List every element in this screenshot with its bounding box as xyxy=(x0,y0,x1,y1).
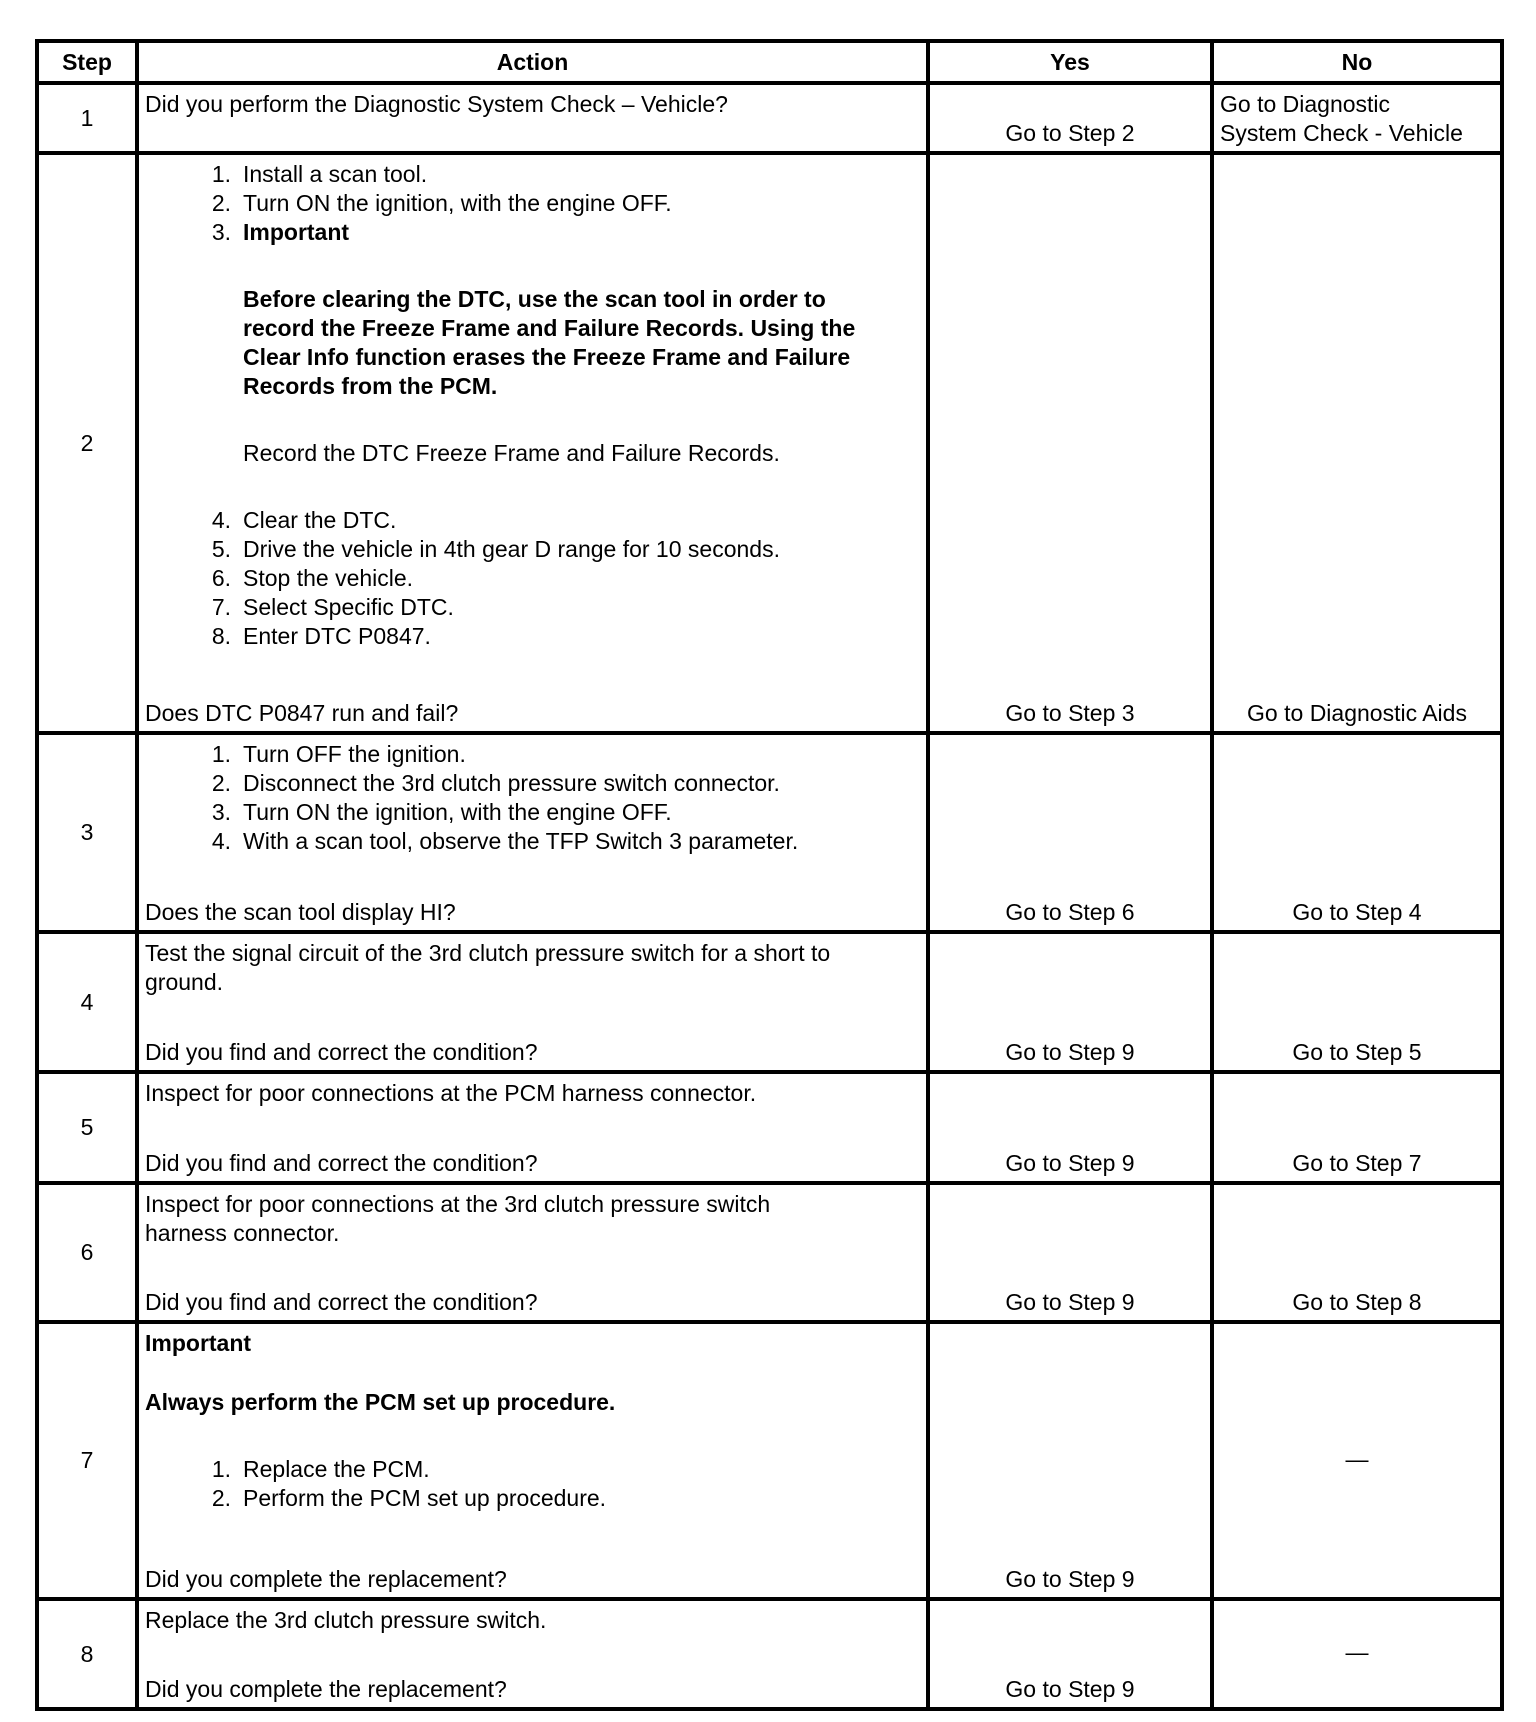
important-note-line: Records from the PCM. xyxy=(243,373,498,399)
question-text: Did you complete the replacement? xyxy=(145,1676,507,1702)
step-number: 8 xyxy=(37,1599,137,1709)
step-number: 5 xyxy=(37,1072,137,1183)
table-row xyxy=(37,932,1502,1072)
action-cell xyxy=(137,1072,928,1183)
list-item: 1. Replace the PCM. xyxy=(211,1456,430,1482)
header-row xyxy=(37,41,1502,83)
diagnostic-table-container xyxy=(35,39,1500,1707)
action-cell xyxy=(137,1599,928,1709)
no-cell: Go to Step 4 xyxy=(1212,733,1502,932)
action-cell xyxy=(137,153,928,733)
action-cell xyxy=(137,932,928,1072)
no-cell: Go to Step 8 xyxy=(1212,1183,1502,1322)
list-item: 1. Install a scan tool. xyxy=(211,161,428,187)
yes-cell: Go to Step 9 xyxy=(928,1183,1212,1322)
record-instruction: Record the DTC Freeze Frame and Failure Records. xyxy=(243,440,780,466)
important-note: Always perform the PCM set up procedure. xyxy=(145,1389,616,1415)
list-item: 4. Clear the DTC. xyxy=(211,507,397,533)
no-line: Go to Diagnostic xyxy=(1220,91,1391,117)
header-no: No xyxy=(1212,41,1502,83)
action-text: harness connector. xyxy=(145,1220,340,1246)
step-number: 6 xyxy=(37,1183,137,1322)
action-text: Replace the 3rd clutch pressure switch. xyxy=(145,1607,547,1633)
yes-cell: Go to Step 9 xyxy=(928,932,1212,1072)
list-item: 3. Important xyxy=(211,219,350,245)
action-cell xyxy=(137,83,928,153)
action-cell xyxy=(137,1183,928,1322)
important-note-line: Clear Info function erases the Freeze Frame and Failure xyxy=(243,344,851,370)
table-row xyxy=(37,83,1502,153)
important-note-line: Before clearing the DTC, use the scan tool in order to xyxy=(243,286,826,312)
list-item: 5. Drive the vehicle in 4th gear D range for 10 seconds. xyxy=(211,536,780,562)
question-text: Did you complete the replacement? xyxy=(145,1566,507,1592)
no-cell xyxy=(1212,83,1502,153)
question-text: Did you find and correct the condition? xyxy=(145,1150,538,1176)
step-number: 1 xyxy=(37,83,137,153)
step-number: 4 xyxy=(37,932,137,1072)
list-item: 2. Disconnect the 3rd clutch pressure switch connector. xyxy=(211,770,780,796)
step-number: 3 xyxy=(37,733,137,932)
list-item: 8. Enter DTC P0847. xyxy=(211,623,431,649)
diagnostic-table xyxy=(35,39,1504,1711)
yes-cell: Go to Step 3 xyxy=(928,153,1212,733)
no-cell: Go to Diagnostic Aids xyxy=(1212,153,1502,733)
no-line: System Check - Vehicle xyxy=(1220,120,1463,146)
yes-cell: Go to Step 9 xyxy=(928,1072,1212,1183)
important-heading: Important xyxy=(145,1330,252,1356)
list-item: 2. Turn ON the ignition, with the engine OFF. xyxy=(211,190,672,216)
important-note-line: record the Freeze Frame and Failure Records. Using the xyxy=(243,315,856,341)
yes-cell: Go to Step 9 xyxy=(928,1322,1212,1599)
no-cell: — xyxy=(1212,1322,1502,1599)
question-text: Did you find and correct the condition? xyxy=(145,1289,538,1315)
no-cell: Go to Step 7 xyxy=(1212,1072,1502,1183)
action-text: Inspect for poor connections at the PCM harness connector. xyxy=(145,1080,757,1106)
list-item: 1. Turn OFF the ignition. xyxy=(211,741,466,767)
action-cell xyxy=(137,733,928,932)
action-text: ground. xyxy=(145,969,224,995)
list-item: 3. Turn ON the ignition, with the engine OFF. xyxy=(211,799,672,825)
step-number: 2 xyxy=(37,153,137,733)
list-item: 4. With a scan tool, observe the TFP Switch 3 parameter. xyxy=(211,828,799,854)
header-step: Step xyxy=(37,41,137,83)
header-action: Action xyxy=(137,41,928,83)
action-text: Test the signal circuit of the 3rd clutch pressure switch for a short to xyxy=(145,940,831,966)
table-row xyxy=(37,153,1502,733)
no-cell: — xyxy=(1212,1599,1502,1709)
question-text: Does the scan tool display HI? xyxy=(145,899,456,925)
table-row xyxy=(37,1183,1502,1322)
no-cell: Go to Step 5 xyxy=(1212,932,1502,1072)
list-item: 6. Stop the vehicle. xyxy=(211,565,414,591)
action-text: Inspect for poor connections at the 3rd clutch pressure switch xyxy=(145,1191,771,1217)
step-number: 7 xyxy=(37,1322,137,1599)
action-text: Did you perform the Diagnostic System Check – Vehicle? xyxy=(145,91,728,117)
action-cell xyxy=(137,1322,928,1599)
list-item: 2. Perform the PCM set up procedure. xyxy=(211,1485,607,1511)
list-item: 7. Select Specific DTC. xyxy=(211,594,454,620)
table-row xyxy=(37,1599,1502,1709)
yes-cell: Go to Step 6 xyxy=(928,733,1212,932)
table-row xyxy=(37,1072,1502,1183)
table-row xyxy=(37,733,1502,932)
table-row xyxy=(37,1322,1502,1599)
yes-cell: Go to Step 2 xyxy=(928,83,1212,153)
yes-cell: Go to Step 9 xyxy=(928,1599,1212,1709)
question-text: Does DTC P0847 run and fail? xyxy=(145,700,459,726)
question-text: Did you find and correct the condition? xyxy=(145,1039,538,1065)
header-yes: Yes xyxy=(928,41,1212,83)
